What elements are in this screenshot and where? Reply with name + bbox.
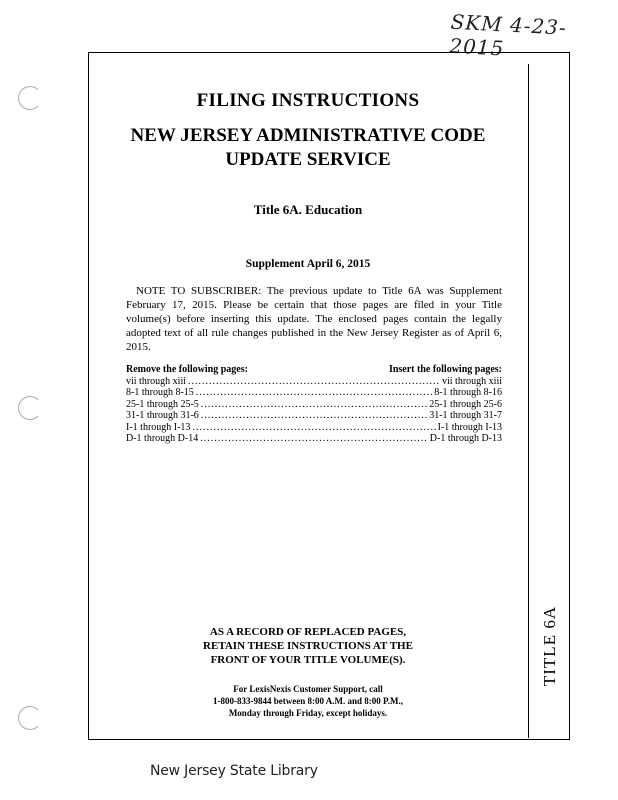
table-row (126, 422, 502, 434)
table-row (126, 387, 502, 399)
page-title: FILING INSTRUCTIONS (196, 90, 420, 111)
retain-line-2: RETAIN THESE INSTRUCTIONS AT THE (203, 640, 413, 652)
leader-dots (200, 433, 428, 445)
retain-line-1: AS A RECORD OF REPLACED PAGES, (209, 626, 407, 638)
leader-dots (188, 376, 440, 388)
remove-pages: I-1 through I-13 (126, 421, 191, 433)
leader-dots (192, 422, 435, 434)
remove-pages: 8-1 through 8-15 (126, 387, 194, 398)
remove-header: Remove the following pages: (126, 364, 248, 375)
table-row (126, 399, 502, 411)
leader-dots (196, 387, 432, 399)
pages-table (126, 364, 502, 445)
insert-pages: 31-1 through 31-7 (429, 410, 502, 421)
retain-instructions (88, 625, 528, 667)
page-subtitle (88, 124, 528, 172)
handwritten-note: SKM 4-23-2015 (448, 9, 568, 61)
insert-header: Insert the following pages: (388, 364, 502, 375)
insert-pages: I-1 through I-13 (437, 421, 502, 433)
retain-line-3: FRONT OF YOUR TITLE VOLUME(S). (210, 654, 406, 666)
leader-dots (201, 410, 427, 422)
leader-dots (201, 399, 427, 411)
remove-pages: vii through xiii (126, 375, 186, 387)
subscriber-note: NOTE TO SUBSCRIBER: The previous update to Title 6A was Supplement February 17, 2015. Please be certain that those pages are filed in your Title volume(s) before inserting this update. The enclosed pages contain the legally adopted text of all rule changes published in the New Jersey Register as of April 6, 2015. (126, 285, 502, 353)
punch-hole-bottom (18, 706, 42, 730)
document-body (88, 52, 528, 445)
side-tab (530, 598, 570, 694)
table-row (126, 410, 502, 422)
remove-pages: D-1 through D-14 (126, 433, 199, 444)
title-name: Title 6A. Education (253, 202, 363, 217)
library-stamp: New Jersey State Library (150, 763, 318, 779)
side-tab-label: TITLE 6A (540, 605, 560, 687)
supplement-date: Supplement April 6, 2015 (245, 258, 371, 270)
insert-pages: 25-1 through 25-6 (429, 398, 502, 410)
subtitle-line-1: NEW JERSEY ADMINISTRATIVE CODE (130, 125, 486, 146)
tab-divider (528, 64, 529, 738)
remove-pages: 25-1 through 25-5 (126, 398, 199, 410)
subtitle-line-2: UPDATE SERVICE (225, 149, 391, 170)
remove-pages: 31-1 through 31-6 (126, 410, 199, 421)
insert-pages: vii through xiii (442, 375, 502, 387)
table-row (126, 376, 502, 388)
punch-hole-middle (18, 396, 42, 420)
insert-pages: D-1 through D-13 (429, 433, 502, 444)
insert-pages: 8-1 through 8-16 (434, 387, 502, 398)
punch-hole-top (18, 86, 42, 110)
customer-support-info (88, 683, 528, 719)
support-line-1: For LexisNexis Customer Support, call (233, 684, 383, 694)
pages-table-header (126, 364, 502, 376)
support-line-2: 1-800-833-9844 between 8:00 A.M. and 8:00 P.M., (213, 696, 403, 706)
table-row (126, 433, 502, 445)
support-line-3: Monday through Friday, except holidays. (228, 708, 388, 718)
